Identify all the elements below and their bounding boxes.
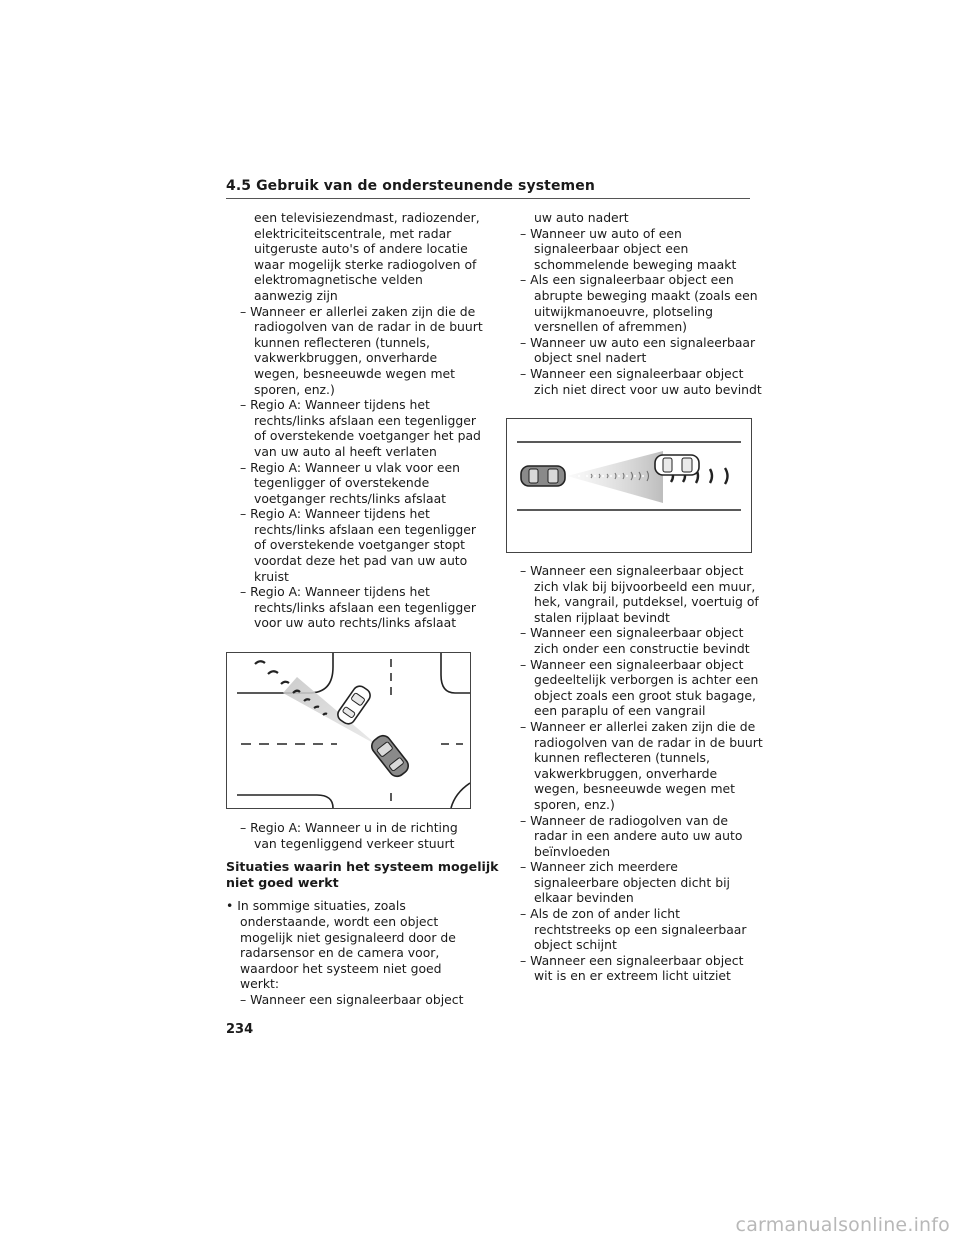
list-item-first: – Wanneer er allerlei zaken zijn die de (240, 303, 476, 319)
subheading-line: Situaties waarin het systeem mogelijk (226, 859, 499, 875)
bullet-first: • In sommige situaties, zoals (226, 898, 406, 914)
text-line: hek, vangrail, putdeksel, voertuig of (534, 594, 759, 610)
left-column-lower (226, 820, 499, 1008)
text-line: rechtstreeks op een signaleerbaar (534, 921, 747, 937)
list-item-first: – Wanneer een signaleerbaar object (520, 952, 744, 968)
text-line: stalen rijplaat bevindt (534, 609, 670, 625)
text-line: uitwijkmanoeuvre, plotseling (534, 303, 714, 319)
list-item-first: – Wanneer de radiogolven van de (520, 812, 729, 828)
list-item (506, 625, 752, 656)
text-line: uw auto nadert (534, 210, 629, 225)
text-line: voetganger rechts/links afslaat (254, 490, 447, 506)
text-line: object zoals een groot stuk bagage, (534, 687, 756, 703)
page-number: 234 (226, 1022, 254, 1037)
text-line: radarsensor en de camera voor, (240, 945, 440, 961)
section-title: 4.5 Gebruik van de ondersteunende systemen (226, 178, 595, 194)
text-line: vakwerkbruggen, onverharde (254, 350, 438, 366)
list-item (506, 718, 763, 813)
list-item-first: – Wanneer uw auto of een (520, 225, 682, 241)
text-line: signaleerbaar object een (534, 241, 689, 257)
subheading-line: niet goed werkt (226, 874, 339, 890)
text-line: wegen, besneeuwde wegen met (254, 365, 456, 381)
text-line: radar in een andere auto uw auto (534, 828, 743, 844)
list-item (226, 303, 483, 398)
list-item (506, 365, 762, 397)
text-line: object schijnt (534, 937, 617, 953)
text-line: rechts/links afslaan een tegenligger (254, 599, 476, 615)
list-item (506, 813, 752, 860)
list-item-first: – Regio A: Wanneer tijdens het (240, 397, 430, 413)
text-line: kruist (254, 568, 289, 584)
list-item (226, 820, 471, 851)
text-line: zich niet direct voor uw auto bevindt (534, 381, 762, 397)
section-header (226, 178, 750, 194)
text-line: kunnen reflecteren (tunnels, (254, 334, 430, 350)
text-line: onderstaande, wordt een object (240, 913, 439, 929)
text-line: wegen, besneeuwde wegen met (534, 781, 736, 797)
text-line: waardoor het systeem niet goed (240, 960, 442, 976)
text-line: versnellen of afremmen) (534, 319, 688, 335)
text-line: wit is en er extreem licht uitziet (534, 968, 731, 984)
list-item (506, 953, 752, 984)
text-line: van tegenliggend verkeer stuurt (254, 835, 455, 851)
text-line: tegenligger of overstekende (254, 475, 430, 491)
list-item-first: – Wanneer een signaleerbaar object (520, 563, 744, 578)
list-item-first: – Wanneer een signaleerbaar object (520, 625, 744, 641)
text-line: waar mogelijk sterke radiogolven of (254, 256, 477, 272)
text-line: werkt: (240, 976, 280, 992)
text-line: elkaar bevinden (534, 890, 634, 906)
list-item-first: – Regio A: Wanneer tijdens het (240, 584, 430, 600)
text-line: beïnvloeden (534, 843, 611, 859)
list-item-first: – Regio A: Wanneer u in de richting (240, 820, 458, 835)
list-item-first: – Wanneer een signaleerbaar object (520, 656, 744, 672)
intersection-turn-illustration (226, 652, 471, 809)
left-column (226, 210, 483, 631)
text-line: van uw auto al heeft verlaten (254, 443, 437, 459)
text-line: uitgeruste auto's of andere locatie (254, 241, 468, 257)
list-item (506, 334, 756, 366)
list-item-first: – Als een signaleerbaar object een (520, 272, 734, 288)
text-line: schommelende beweging maakt (534, 256, 737, 272)
text-line: mogelijk niet gesignaleerd door de (240, 929, 456, 945)
text-line: een televisiezendmast, radiozender, (254, 210, 480, 225)
text-line: sporen, enz.) (534, 796, 615, 812)
text-line: elektriciteitscentrale, met radar (254, 225, 452, 241)
right-column (506, 210, 762, 397)
text-line: voor uw auto rechts/links afslaat (254, 615, 457, 631)
text-line: kunnen reflecteren (tunnels, (534, 750, 710, 766)
list-item-first: – Wanneer zich meerdere (520, 859, 678, 875)
list-item (226, 397, 481, 459)
text-line: of overstekende voetganger stopt (254, 537, 465, 553)
text-line: zich onder een constructie bevindt (534, 640, 750, 656)
list-item-first: – Regio A: Wanneer u vlak voor een (240, 459, 460, 475)
text-line: rechts/links afslaan een tegenligger (254, 521, 476, 537)
list-item (506, 656, 759, 719)
list-item-first: – Wanneer een signaleerbaar object (240, 991, 464, 1007)
list-item-first: – Wanneer er allerlei zaken zijn die de (520, 718, 756, 734)
text-line: vakwerkbruggen, onverharde (534, 765, 718, 781)
bullet-item (226, 898, 471, 992)
list-item-first: – Als de zon of ander licht (520, 906, 681, 922)
continued-text (226, 210, 480, 304)
text-line: elektromagnetische velden (254, 272, 423, 288)
text-line: signaleerbare objecten dicht bij (534, 874, 730, 890)
subheading (226, 859, 499, 890)
text-line: gedeeltelijk verborgen is achter een (534, 672, 759, 688)
text-line: rechts/links afslaan een tegenligger (254, 412, 476, 428)
list-item (226, 506, 476, 584)
list-item (226, 460, 471, 507)
text-line: aanwezig zijn (254, 287, 338, 303)
text-line: object snel nadert (534, 350, 647, 366)
list-item (506, 859, 752, 906)
list-item-first: – Wanneer uw auto een signaleerbaar (520, 334, 756, 350)
text-line: of overstekende voetganger het pad (254, 428, 481, 444)
right-column-lower (506, 563, 763, 984)
text-line: een paraplu of een vangrail (534, 703, 706, 719)
text-line: sporen, enz.) (254, 381, 335, 397)
text-line: voordat deze het pad van uw auto (254, 553, 468, 569)
header-divider (226, 198, 750, 199)
text-line: radiogolven van de radar in de buurt (254, 319, 483, 335)
list-item (506, 906, 752, 953)
list-item (506, 563, 759, 625)
text-line: zich vlak bij bijvoorbeeld een muur, (534, 578, 756, 594)
offset-vehicle-illustration (506, 418, 752, 553)
list-item-first: – Wanneer een signaleerbaar object (520, 365, 744, 381)
text-line: abrupte beweging maakt (zoals een (534, 287, 758, 303)
watermark: carmanualsonline.info (735, 1214, 950, 1236)
list-item-first: – Regio A: Wanneer tijdens het (240, 506, 430, 522)
list-item (226, 584, 476, 631)
list-item (506, 226, 752, 273)
list-item (506, 272, 758, 335)
text-line: radiogolven van de radar in de buurt (534, 734, 763, 750)
